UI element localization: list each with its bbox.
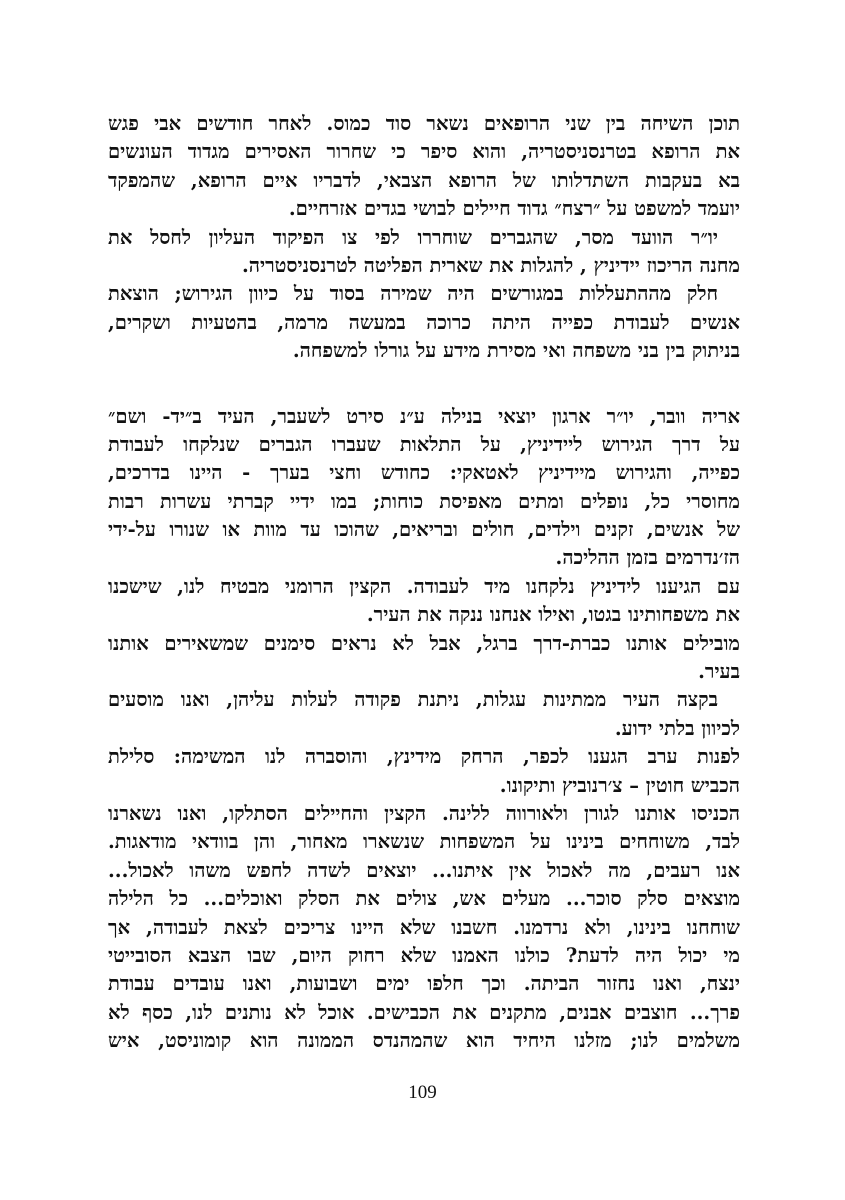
text-line: מוצאים סלק סוכר... מעלים אש, צולים את הסלק ואוכלים... כל הלילה	[108, 887, 740, 911]
text-line: הכביש חוטין – צ׳רנוביץ ותיקונו.	[499, 773, 740, 797]
document-body	[108, 110, 740, 1056]
text-line: אנו רעבים, מה לאכול אין איתנו... יוצאים לשדה לחפש משהו לאכול...	[108, 858, 740, 882]
paragraph-arrival-yedinitz	[108, 573, 740, 630]
text-line: משלמים לנו; מזלנו היחיד הוא שהמהנדס הממונה הוא קומוניסט, איש	[108, 1029, 740, 1053]
text-line: פרך... חוצבים אבנים, מתקנים את הכבישים. אוכל לא נותנים לנו, כסף לא	[108, 1000, 740, 1024]
text-line: בניתוק בין בני משפחה ואי מסירת מידע על גורלו למשפחה.	[292, 339, 740, 363]
paragraph-gap	[108, 366, 740, 403]
paragraph-barn-night	[108, 800, 740, 1056]
text-line: את משפחותינו בגטו, ואילו אנחנו ננקה את העיר.	[366, 603, 740, 627]
text-line: את הרופא בטרנסניסטריה, והוא סיפר כי שחרור האסירים מגדוד העונשים	[108, 140, 740, 164]
text-line: מובילים אותנו כברת-דרך ברגל, אבל לא נראים סימנים שמשאירים אותנו	[108, 631, 740, 655]
paragraph-road-task	[108, 743, 740, 800]
text-line: חלק מההתעללות במגורשים היה שמירה בסוד על כיוון הגירוש; הוצאת	[108, 282, 718, 306]
paragraph-walking	[108, 630, 740, 687]
paragraph-wagons	[108, 686, 740, 743]
text-line: על דרך הגירוש ליידיניץ, על התלאות שעברו הגברים שנלקחו לעבודת	[108, 432, 740, 456]
paragraph-doctors-conversation	[108, 110, 740, 224]
text-line: מחנה הריכוז יידיניץ , להגלות את שארית הפליטה לטרנסניסטריה.	[241, 253, 740, 277]
text-line: עם הגיענו לידיניץ נלקחנו מיד לעבודה. הקצין הרומני מבטיח לנו, שישכנו	[108, 574, 740, 598]
paragraph-arie-weber-testimony	[108, 403, 740, 573]
text-line: שוחחנו בינינו, ולא נרדמנו. חשבנו שלא היינו צריכים לצאת לעבודה, אך	[108, 915, 740, 939]
text-line: מחוסרי כל, נופלים ומתים מאפיסת כוחות; במו ידיי קברתי עשרות רבות	[108, 489, 740, 513]
text-line: תוכן השיחה בין שני הרופאים נשאר סוד כמוס. לאחר חודשים אבי פגש	[108, 112, 740, 135]
text-line: יועמד למשפט על ״רצח״ גדוד חיילים לבושי בגדים אזרחיים.	[288, 197, 740, 221]
text-line: לבד, משוחחים בינינו על המשפחות שנשארו מאחור, והן בוודאי מודאגות.	[108, 830, 740, 854]
text-line: יו״ר הוועד מסר, שהגברים שוחררו לפי צו הפיקוד העליון לחסל את	[108, 225, 718, 249]
paragraph-committee-chair	[108, 224, 740, 281]
text-line: הז׳נדרמים בזמן ההליכה.	[555, 546, 740, 570]
text-line: לפנות ערב הגענו לכפר, הרחק מידינץ, והוסברה לנו המשימה: סלילת	[108, 745, 740, 769]
text-line: אריה וובר, יו״ר ארגון יוצאי בנילה ע״נ סירט לשעבר, העיד ב״יד- ושם״	[108, 404, 741, 428]
text-line: כפייה, והגירוש מיידיניץ לאטאקי: כחודש וחצי בערך - היינו בדרכים,	[108, 461, 740, 485]
page-number: 109	[408, 1082, 437, 1103]
text-line: לכיוון בלתי ידוע.	[614, 716, 740, 740]
text-line: בקצה העיר ממתינות עגלות, ניתנת פקודה לעלות עליהן, ואנו מוסעים	[108, 688, 718, 712]
text-line: מי יכול היה לדעת? כולנו האמנו שלא רחוק היום, שבו הצבא הסובייטי	[108, 943, 740, 967]
text-line: ינצח, ואנו נחזור הביתה. וכך חלפו ימים ושבועות, ואנו עובדים עבודת	[108, 972, 740, 996]
text-line: בא בעקבות השתדלותו של הרופא הצבאי, לדבריו איים הרופא, שהמפקד	[108, 168, 740, 192]
paragraph-abuse-deportees	[108, 280, 740, 365]
text-line: הכניסו אותנו לגורן ולאורווה ללינה. הקצין והחיילים הסתלקו, ואנו נשארנו	[108, 801, 740, 825]
text-line: אנשים לעבודת כפייה היתה כרוכה במעשה מרמה, בהטעיות ושקרים,	[108, 310, 740, 334]
text-line: של אנשים, זקנים וילדים, חולים ובריאים, שהוכו עד מוות או שנורו על-ידי	[108, 518, 740, 542]
text-line: בעיר.	[698, 660, 740, 684]
